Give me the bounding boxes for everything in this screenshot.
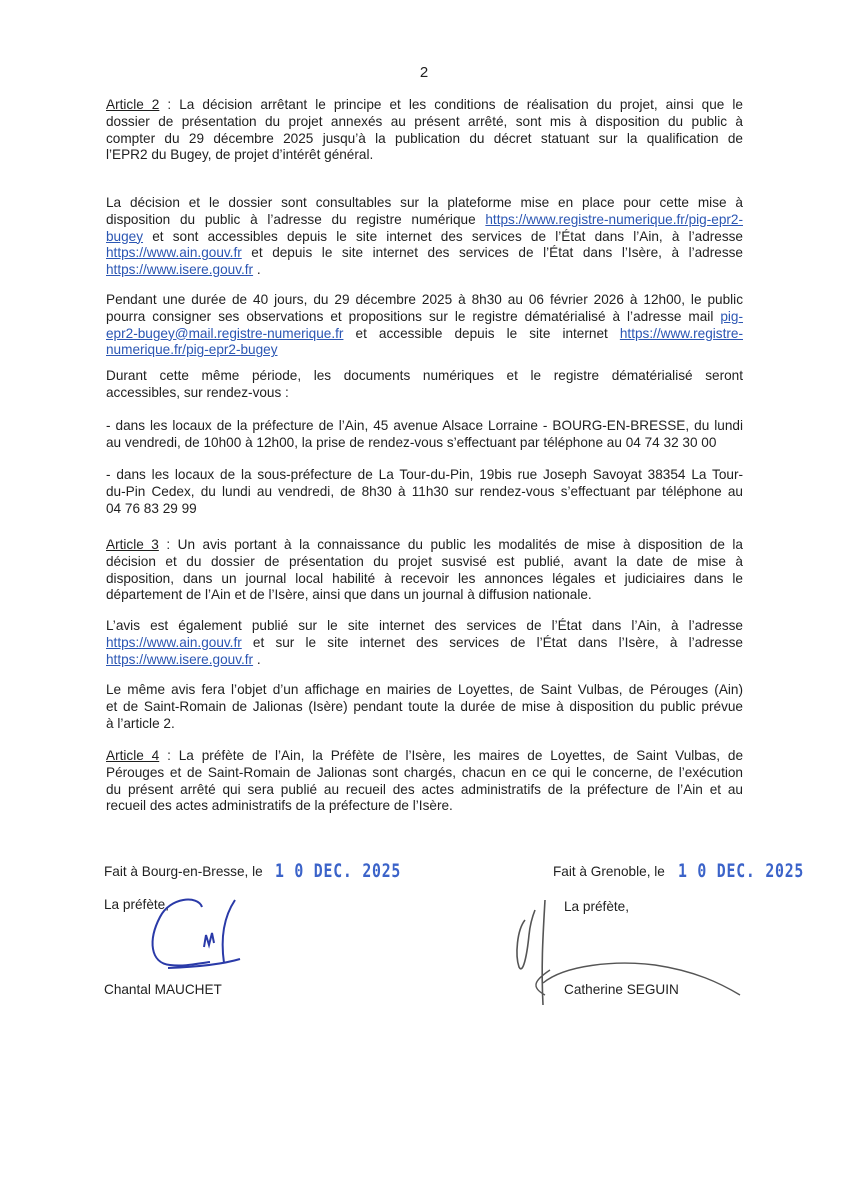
text-line <box>106 587 743 604</box>
text-line <box>106 385 743 402</box>
text-segment: et de Saint-Romain de Jalionas (Isère) pendant toute la durée de mise à disposition du public prévue <box>106 698 743 714</box>
text-line <box>106 782 743 799</box>
text-segment: du-Pin Cedex, du lundi au vendredi, de 8h30 à 11h30 sur rendez-vous s’effectuant par téléphone au <box>106 483 743 499</box>
text-line <box>106 716 743 733</box>
text-line <box>106 484 743 501</box>
text-line <box>106 765 743 782</box>
text-segment: au vendredi, de 10h00 à 12h00, la prise de rendez-vous s’effectuant par téléphone au 04 74 32 30 00 <box>106 434 717 450</box>
text-line <box>106 262 743 279</box>
text-segment: pourra consigner ses observations et propositions sur le registre dématérialisé à l’adresse mail <box>106 308 721 324</box>
text-segment: recueil des actes administratifs de la préfecture de l’Isère. <box>106 798 453 814</box>
paragraph <box>106 618 743 668</box>
text-line <box>106 748 743 765</box>
text-segment: . <box>253 651 261 667</box>
right-date-stamp: 1 0 DEC. 2025 <box>678 860 805 882</box>
text-segment: Durant cette même période, les documents numériques et le registre dématérialisé seront <box>106 368 743 383</box>
text-segment: disposition du public à l’adresse du registre numérique <box>106 211 486 227</box>
text-segment: et accessible depuis le site internet <box>343 325 620 341</box>
paragraph <box>106 292 743 359</box>
text-line <box>106 229 743 246</box>
paragraph <box>106 748 743 815</box>
left-signatory-name: Chantal MAUCHET <box>104 982 222 997</box>
page-number: 2 <box>419 64 429 81</box>
text-segment: compter du 29 décembre 2025 jusqu’à la publication du décret statuant sur la qualification de <box>106 130 743 146</box>
text-segment: disposition, dans un journal local habilité à recevoir les annonces légales et judiciaires dans le <box>106 570 743 586</box>
text-segment: décision et du dossier de présentation du projet susvisé est publié, avant la date de mise à <box>106 553 743 569</box>
right-signatory-name: Catherine SEGUIN <box>564 982 679 997</box>
text-line <box>106 501 743 518</box>
hyperlink[interactable]: https://www.ain.gouv.fr <box>106 245 242 261</box>
paragraph <box>106 467 743 517</box>
hyperlink[interactable]: https://www.isere.gouv.fr <box>106 651 254 667</box>
text-segment: et depuis le site internet des services de l’État dans l’Isère, à l’adresse <box>241 245 743 261</box>
text-segment: et sont accessibles depuis le site internet des services de l’État dans l’Ain, à l’adresse <box>143 228 743 244</box>
text-line <box>106 652 743 669</box>
text-line <box>106 97 743 114</box>
left-date-stamp: 1 0 DEC. 2025 <box>275 860 402 882</box>
paragraph <box>106 418 743 452</box>
hyperlink[interactable]: pig- <box>720 308 743 324</box>
text-segment: : La décision arrêtant le principe et les conditions de réalisation du projet, ainsi que le <box>159 97 743 112</box>
text-line <box>106 326 743 343</box>
left-handwritten-signature <box>140 895 250 980</box>
text-segment: Pérouges et de Saint-Romain de Jalionas sont chargés, chacun en ce qui le concerne, de l’exécution <box>106 764 743 780</box>
hyperlink[interactable]: numerique.fr/pig-epr2-bugey <box>106 342 278 358</box>
left-place-date-label: Fait à Bourg-en-Bresse, le <box>104 864 263 879</box>
text-line <box>106 635 743 652</box>
paragraph <box>106 195 743 279</box>
paragraph <box>106 682 743 732</box>
text-line <box>106 342 743 359</box>
text-line <box>106 147 743 164</box>
hyperlink[interactable]: epr2-bugey@mail.registre-numerique.fr <box>106 325 344 341</box>
text-line <box>106 195 743 212</box>
text-segment: - dans les locaux de la préfecture de l’Ain, 45 avenue Alsace Lorraine - BOURG-EN-BRESSE, du lundi <box>106 418 743 433</box>
text-line <box>106 537 743 554</box>
hyperlink[interactable]: bugey <box>106 228 144 244</box>
right-place-date-label: Fait à Grenoble, le <box>553 864 665 879</box>
left-signatory-title: La préfète, <box>104 897 169 912</box>
text-line <box>106 368 743 385</box>
text-line <box>106 571 743 588</box>
right-signatory-title: La préfète, <box>564 899 629 914</box>
text-line <box>106 618 743 635</box>
text-line <box>106 292 743 309</box>
paragraph <box>106 537 743 604</box>
text-segment: département de l’Ain et de l’Isère, ainsi que dans un journal à diffusion nationale. <box>106 587 592 603</box>
paragraph <box>106 368 743 402</box>
text-segment: : La préfète de l’Ain, la Préfète de l’Isère, les maires de Loyettes, de Saint Vulbas, de <box>159 748 744 763</box>
text-segment: Pendant une durée de 40 jours, du 29 décembre 2025 à 8h30 au 06 février 2026 à 12h00, le public <box>106 292 743 307</box>
text-line <box>106 554 743 571</box>
text-line <box>106 699 743 716</box>
text-segment: l’EPR2 du Bugey, de projet d’intérêt général. <box>106 147 374 163</box>
article-heading: Article 3 <box>106 537 159 552</box>
text-line <box>106 309 743 326</box>
text-segment: et sur le site internet des services de l’État dans l’Isère, à l’adresse <box>241 634 743 650</box>
text-line <box>106 212 743 229</box>
text-line <box>106 245 743 262</box>
text-segment: à l’article 2. <box>106 715 175 731</box>
text-line <box>106 114 743 131</box>
paragraph <box>106 97 743 164</box>
text-segment: L’avis est également publié sur le site internet des services de l’État dans l’Ain, à l’adresse <box>106 618 743 633</box>
text-segment: Le même avis fera l’objet d’un affichage en mairies de Loyettes, de Saint Vulbas, de Pérouges (Ain) <box>106 682 743 697</box>
hyperlink[interactable]: https://www.registre-numerique.fr/pig-epr2- <box>485 211 743 227</box>
text-line <box>106 682 743 699</box>
text-line <box>106 131 743 148</box>
text-line <box>106 798 743 815</box>
hyperlink[interactable]: https://www.registre- <box>619 325 743 341</box>
text-segment: . <box>253 262 261 278</box>
text-segment: - dans les locaux de la sous-préfecture de La Tour-du-Pin, 19bis rue Joseph Savoyat 38354 La Tour- <box>106 467 743 482</box>
text-line <box>106 418 743 435</box>
text-segment: : Un avis portant à la connaissance du public les modalités de mise à disposition de la <box>158 537 743 552</box>
text-line <box>106 435 743 452</box>
text-line <box>106 467 743 484</box>
hyperlink[interactable]: https://www.isere.gouv.fr <box>106 262 254 278</box>
text-segment: 04 76 83 29 99 <box>106 500 197 516</box>
text-segment: La décision et le dossier sont consultables sur la plateforme mise en place pour cette mise à <box>106 195 743 210</box>
text-segment: dossier de présentation du projet annexés au présent arrêté, sont mis à disposition du public à <box>106 113 743 129</box>
text-segment: du présent arrêté qui sera publié au recueil des actes administratifs de la préfecture de l’Ain et au <box>106 781 743 797</box>
text-segment: accessibles, sur rendez-vous : <box>106 384 289 400</box>
article-heading: Article 4 <box>106 748 160 763</box>
article-heading: Article 2 <box>106 97 160 112</box>
hyperlink[interactable]: https://www.ain.gouv.fr <box>106 634 242 650</box>
